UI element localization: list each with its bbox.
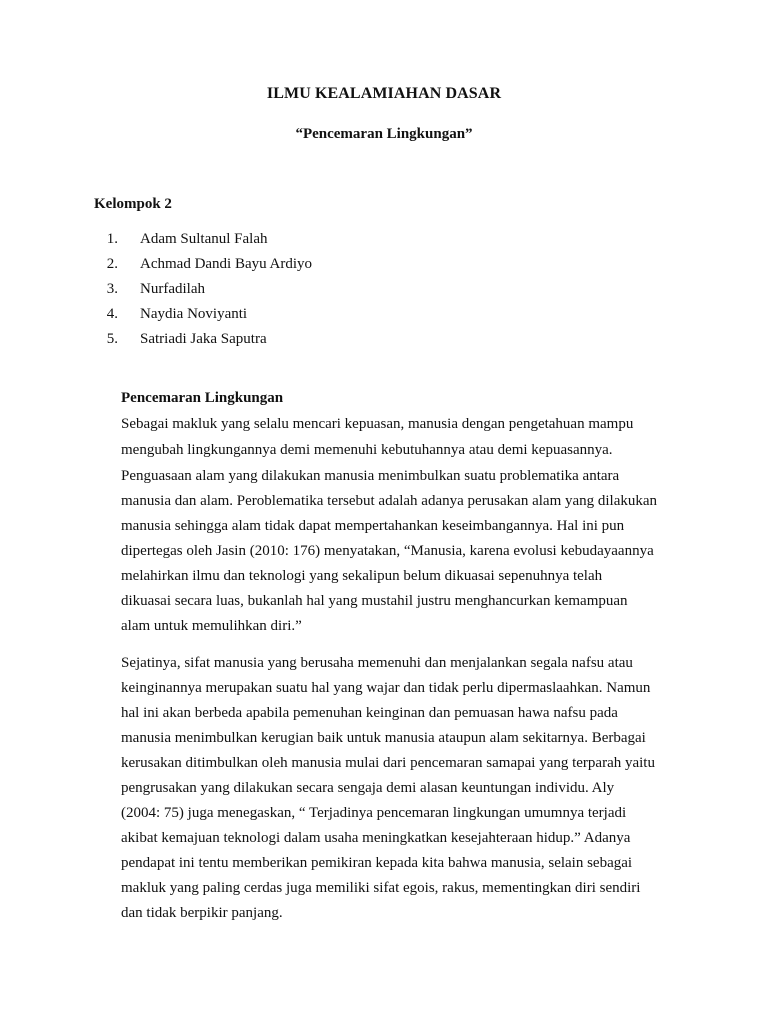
member-name: Naydia Noviyanti [140,306,248,322]
member-number: 3. [106,281,118,297]
member-name: Satriadi Jaka Saputra [140,331,267,347]
paragraph-line: mengubah lingkungannya demi memenuhi kebutuhannya atau demi kepuasannya. [121,442,613,458]
paragraph-line: Sejatinya, sifat manusia yang berusaha memenuhi dan menjalankan segala nafsu atau [121,655,633,671]
paragraph-line: Penguasaan alam yang dilakukan manusia menimbulkan suatu problematika antara [121,468,620,484]
paragraph-line: manusia sehingga alam tidak dapat mempertahankan keseimbangannya. Hal ini pun [121,518,625,534]
member-name: Adam Sultanul Falah [140,231,268,247]
paragraph-line: hal ini akan berbeda apabila pemenuhan keinginan dan pemuasan hawa nafsu pada [121,705,618,721]
paragraph-line: (2004: 75) juga menegaskan, “ Terjadinya pencemaran lingkungan umumnya terjadi [121,805,627,821]
paragraph-line: manusia menimbulkan kerugian baik untuk manusia ataupun alam sekitarnya. Berbagai [121,730,646,746]
paragraph-line: keinginannya merupakan suatu hal yang wajar dan tidak perlu dipermaslaahkan. Namun [121,680,651,696]
paragraph-line: manusia dan alam. Peroblematika tersebut adalah adanya perusakan alam yang dilakukan [121,493,658,509]
group-label: Kelompok 2 [94,196,172,212]
paragraph-line: alam untuk memulihkan diri.” [121,618,302,634]
paragraph-line: kerusakan ditimbulkan oleh manusia mulai dari pencemaran samapai yang terparah yaitu [121,755,655,771]
paragraph-line: dipertegas oleh Jasin (2010: 176) menyatakan, “Manusia, karena evolusi kebudayaannya [121,543,654,559]
document-subtitle: “Pencemaran Lingkungan” [295,126,473,142]
paragraph-line: dan tidak berpikir panjang. [121,905,283,921]
member-name: Nurfadilah [140,281,205,297]
paragraph-line: pengrusakan yang dilakukan secara sengaja demi alasan keuntungan individu. Aly [121,780,615,796]
paragraph-line: pendapat ini tentu memberikan pemikiran kepada kita bahwa manusia, selain sebagai [121,855,633,871]
member-number: 2. [106,256,118,272]
member-number: 4. [106,306,118,322]
document-title: ILMU KEALAMIAHAN DASAR [266,85,502,102]
section-heading: Pencemaran Lingkungan [121,390,284,406]
paragraph-line: Sebagai makluk yang selalu mencari kepuasan, manusia dengan pengetahuan mampu [121,416,634,432]
member-number: 5. [106,331,118,347]
paragraph-line: akibat kemajuan teknologi dalam usaha meningkatkan kesejahteraan hidup.” Adanya [121,830,631,846]
paragraph-line: makluk yang paling cerdas juga memiliki sifat egois, rakus, mementingkan diri sendiri [121,880,641,896]
paragraph-line: melahirkan ilmu dan teknologi yang sekalipun belum dikuasai sepenuhnya telah [121,568,603,584]
member-number: 1. [106,231,118,247]
member-name: Achmad Dandi Bayu Ardiyo [140,256,313,272]
paragraph-line: dikuasai secara luas, bukanlah hal yang mustahil justru menghancurkan kemampuan [121,593,628,609]
